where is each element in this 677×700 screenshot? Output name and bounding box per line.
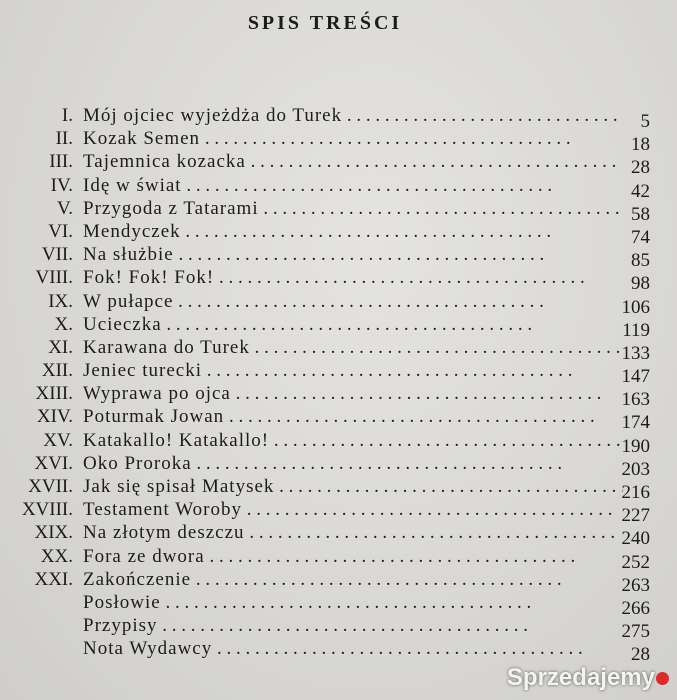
chapter-number: XI. — [48, 336, 73, 358]
page-number: 252 — [621, 551, 650, 573]
page-title: SPIS TREŚCI — [247, 12, 403, 34]
page-number: 58 — [631, 203, 650, 225]
chapter-number: XXI. — [34, 568, 73, 590]
toc-row — [0, 637, 677, 666]
toc-row — [0, 498, 677, 527]
page-number: 119 — [622, 319, 650, 341]
page-number: 216 — [621, 482, 650, 503]
page-number: 163 — [621, 389, 650, 411]
page-number: 147 — [621, 366, 650, 388]
chapter-number: IX. — [48, 290, 73, 312]
page-number: 28 — [631, 157, 650, 179]
chapter-title: Mendyczek . . — [83, 220, 623, 243]
chapter-title: Fora ze dwora . . — [83, 545, 623, 568]
chapter-title: Ucieczka . . — [83, 313, 623, 336]
chapter-title: Jak się spisał Matysek . . — [83, 475, 623, 498]
page-number: 275 — [621, 621, 650, 643]
chapter-title: W pułapce . . — [83, 290, 623, 313]
toc-row — [0, 521, 677, 550]
chapter-title: Idę w świat . . — [83, 174, 623, 197]
toc-row — [0, 545, 677, 573]
toc-row — [0, 429, 677, 457]
chapter-title: Mój ojciec wyjeżdża do Turek . . — [83, 104, 623, 127]
toc-row — [0, 197, 677, 225]
chapter-title: Wyprawa po ojca . . — [83, 382, 623, 405]
page-number: 98 — [631, 273, 650, 295]
toc-row — [0, 174, 677, 202]
chapter-title: Na złotym deszczu . . — [83, 521, 623, 544]
chapter-number: XIII. — [35, 383, 73, 405]
chapter-number: I. — [61, 105, 73, 126]
toc-row — [0, 568, 677, 596]
chapter-title: Poturmak Jowan . . — [83, 405, 623, 428]
page-number: 74 — [631, 226, 650, 248]
chapter-title: Karawana do Turek . . — [83, 336, 623, 359]
chapter-number: V. — [56, 197, 73, 219]
chapter-number: IV. — [50, 174, 73, 196]
page-number: 18 — [631, 134, 650, 156]
toc-row — [0, 220, 677, 248]
chapter-title: Tajemnica kozacka . . — [83, 150, 623, 173]
chapter-number: XV. — [43, 429, 73, 451]
toc-row — [0, 290, 677, 318]
watermark-text: Sprzedajemy — [506, 664, 655, 691]
page-number: 263 — [621, 574, 650, 596]
toc-row — [0, 150, 677, 179]
chapter-title: Na służbie . . — [83, 243, 623, 266]
toc-row — [0, 591, 677, 619]
page-number: 190 — [621, 435, 650, 457]
page-number: 85 — [631, 250, 650, 272]
chapter-number: XIV. — [36, 406, 73, 428]
chapter-number: X. — [54, 313, 73, 335]
toc-row — [0, 382, 677, 411]
chapter-number: III. — [49, 151, 73, 173]
chapter-title: Fok! Fok! Fok! . . — [83, 266, 623, 289]
page-number: 106 — [621, 296, 650, 318]
chapter-number: XVII. — [28, 476, 73, 497]
chapter-number: XIX. — [34, 522, 73, 544]
chapter-title: Posłowie . . — [83, 591, 623, 614]
red-dot-icon — [656, 672, 669, 685]
toc-row — [0, 614, 677, 643]
chapter-number: XVI. — [34, 452, 73, 474]
chapter-title: Zakończenie . . — [83, 568, 623, 591]
page-number: 266 — [621, 597, 650, 619]
toc-row — [0, 475, 677, 503]
chapter-title: Przygoda z Tatarami . . — [83, 197, 623, 220]
chapter-number: VIII. — [35, 267, 73, 289]
toc-row — [0, 359, 677, 388]
chapter-title: Oko Proroka . . — [83, 452, 623, 475]
chapter-number: XII. — [41, 360, 73, 382]
toc-row — [0, 127, 677, 156]
toc-row — [0, 266, 677, 295]
chapter-title: Przypisy . . — [83, 614, 623, 637]
page-number: 240 — [621, 528, 650, 550]
watermark-logo — [507, 664, 669, 692]
toc-row — [0, 405, 677, 434]
chapter-number: II. — [55, 128, 73, 150]
page-number: 42 — [631, 180, 650, 202]
toc-row — [0, 336, 677, 364]
page-number: 174 — [621, 412, 650, 434]
page-number: 133 — [621, 342, 650, 364]
page-number: 203 — [621, 458, 650, 480]
toc-row — [0, 104, 677, 132]
page-number: 28 — [631, 644, 650, 666]
chapter-title: Nota Wydawcy . . — [83, 637, 623, 660]
chapter-number: VI. — [48, 220, 73, 242]
toc-row — [0, 452, 677, 480]
chapter-title: Katakallo! Katakallo! . . — [83, 429, 623, 452]
table-of-contents — [0, 104, 677, 666]
chapter-title: Kozak Semen . . — [83, 127, 623, 150]
chapter-title: Jeniec turecki . . — [83, 359, 623, 382]
toc-row — [0, 313, 677, 341]
chapter-title: Testament Woroby . . — [83, 498, 623, 521]
page-number: 227 — [621, 505, 650, 527]
toc-row — [0, 243, 677, 272]
page-number: 5 — [640, 111, 650, 132]
chapter-number: XVIII. — [21, 499, 73, 521]
chapter-number: VII. — [41, 244, 73, 266]
chapter-number: XX. — [40, 545, 73, 567]
